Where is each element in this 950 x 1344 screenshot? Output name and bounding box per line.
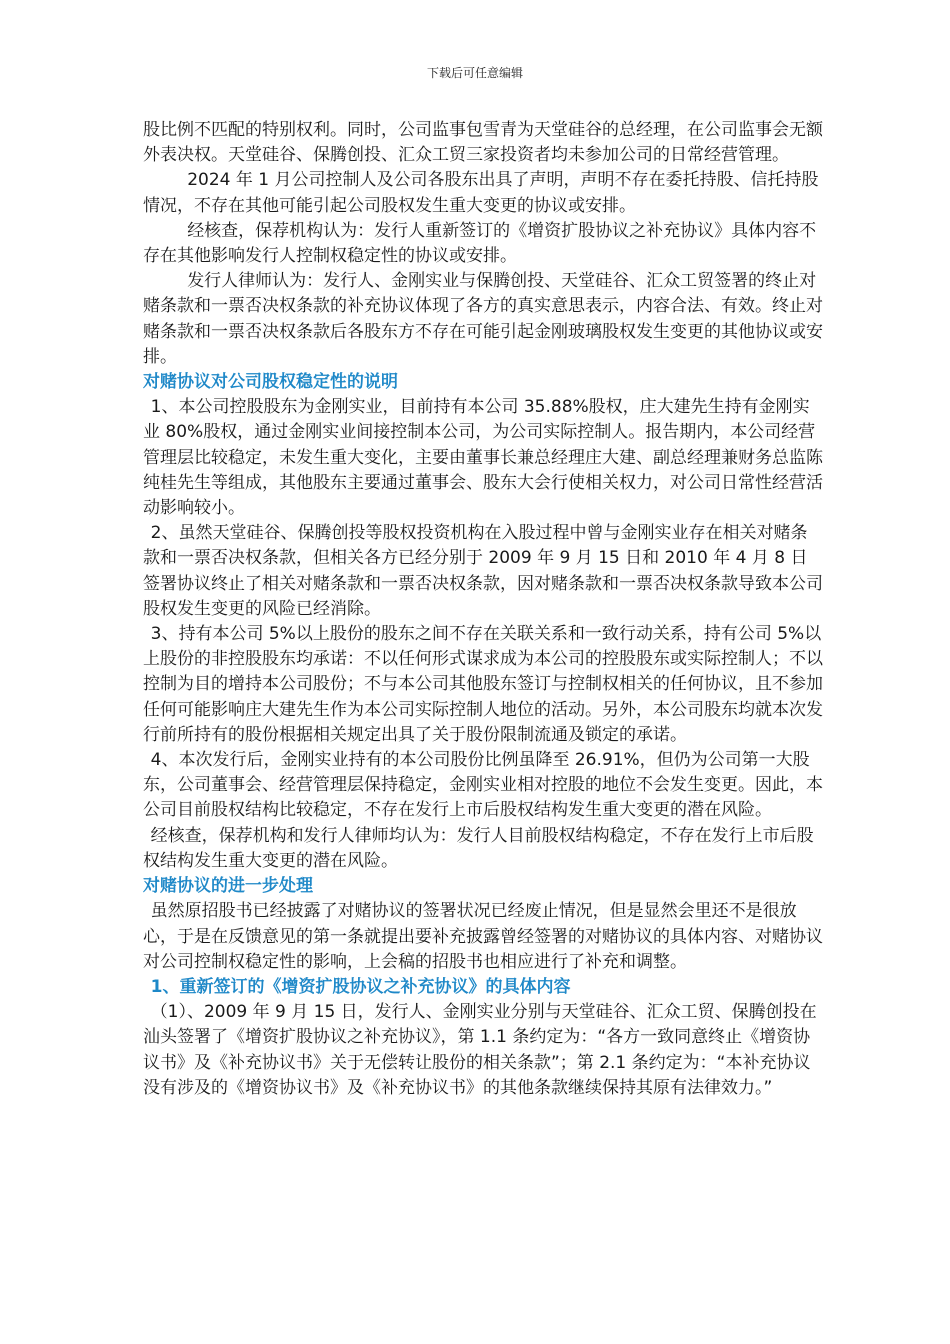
document-body: [143, 118, 823, 1101]
paragraph: 发行人律师认为：发行人、金刚实业与保腾创投、天堂硅谷、汇众工贸签署的终止对赌条款和一票否决权条款的补充协议体现了各方的真实意思表示，内容合法、有效。终止对赌条款和一票否决权条款后各股东方不存在可能引起金刚玻璃股权发生变更的其他协议或安排。: [143, 271, 823, 367]
list-item: 2、虽然天堂硅谷、保腾创投等股权投资机构在入股过程中曾与金刚实业存在相关对赌条款和一票否决权条款，但相关各方已经分别于 2009 年 9 月 15 日和 2010 年 4 月 8 日签署协议终止了相关对赌条款和一票否决权条款，因对赌条款和一票否决权条款导致本公司股权发生变更的风险已经消除。: [143, 523, 823, 619]
paragraph: 2024 年 1 月公司控制人及公司各股东出具了声明，声明不存在委托持股、信托持股情况，不存在其他可能引起公司股权发生重大变更的协议或安排。: [143, 170, 819, 216]
list-item: 1、本公司控股股东为金刚实业，目前持有本公司 35.88%股权，庄大建先生持有金刚实业 80%股权，通过金刚实业间接控制本公司，为公司实际控制人。报告期内，本公司经营管理层比较稳定，未发生重大变化，主要由董事长兼总经理庄大建、副总经理兼财务总监陈纯桂先生等组成，其他股东主要通过董事会、股东大会行使相关权力，对公司日常性经营活动影响较小。: [143, 397, 823, 519]
section-heading: 对赌协议对公司股权稳定性的说明: [143, 372, 398, 393]
paragraph: 经核查，保荐机构和发行人律师均认为：发行人目前股权结构稳定，不存在发行上市后股权结构发生重大变更的潜在风险。: [143, 825, 814, 871]
paragraph: 经核查，保荐机构认为：发行人重新签订的《增资扩股协议之补充协议》具体内容不存在其他影响发行人控制权稳定性的协议或安排。: [143, 220, 817, 267]
paragraph: （1）、2009 年 9 月 15 日，发行人、金刚实业分别与天堂硅谷、汇众工贸、保腾创投在汕头签署了《增资扩股协议之补充协议》，第 1.1 条约定为：“各方一致同意终止《增资协议书》及《补充协议书》关于无偿转让股份的相关条款”；第 2.1 条约定为：“本补充协议没有涉及的《增资协议书》及《补充协议书》的其他条款继续保持其原有法律效力。”: [143, 1002, 817, 1098]
page-header-watermark: 下载后可任意编辑: [426, 66, 523, 80]
list-item: 3、持有本公司 5%以上股份的股东之间不存在关联关系和一致行动关系，持有公司 5%以上股份的非控股股东均承诺：不以任何形式谋求成为本公司的控股股东或实际控制人；不以控制为目的增持本公司股份；不与本公司其他股东签订与控制权相关的任何协议，且不参加任何可能影响庄大建先生作为本公司实际控制人地位的活动。另外，本公司股东均就本次发行前所持有的股份根据相关规定出具了关于股份限制流通及锁定的承诺。: [143, 624, 823, 745]
paragraph: 股比例不匹配的特别权利。同时，公司监事包雪青为天堂硅谷的总经理，在公司监事会无额外表决权。天堂硅谷、保腾创投、汇众工贸三家投资者均未参加公司的日常经营管理。: [143, 120, 823, 166]
paragraph: 虽然原招股书已经披露了对赌协议的签署状况已经废止情况，但是显然会里还不是很放心，于是在反馈意见的第一条就提出要补充披露曾经签署的对赌协议的具体内容、对赌协议对公司控制权稳定性的影响，上会稿的招股书也相应进行了补充和调整。: [143, 901, 823, 972]
section-heading: 对赌协议的进一步处理: [143, 876, 313, 897]
subsection-heading: 1、重新签订的《增资扩股协议之补充协议》的具体内容: [150, 976, 571, 997]
list-item: 4、本次发行后，金刚实业持有的本公司股份比例虽降至 26.91%，但仍为公司第一大股东，公司董事会、经营管理层保持稳定，金刚实业相对控股的地位不会发生变更。因此，本公司目前股权结构比较稳定，不存在发行上市后股权结构发生重大变更的潜在风险。: [143, 750, 823, 821]
